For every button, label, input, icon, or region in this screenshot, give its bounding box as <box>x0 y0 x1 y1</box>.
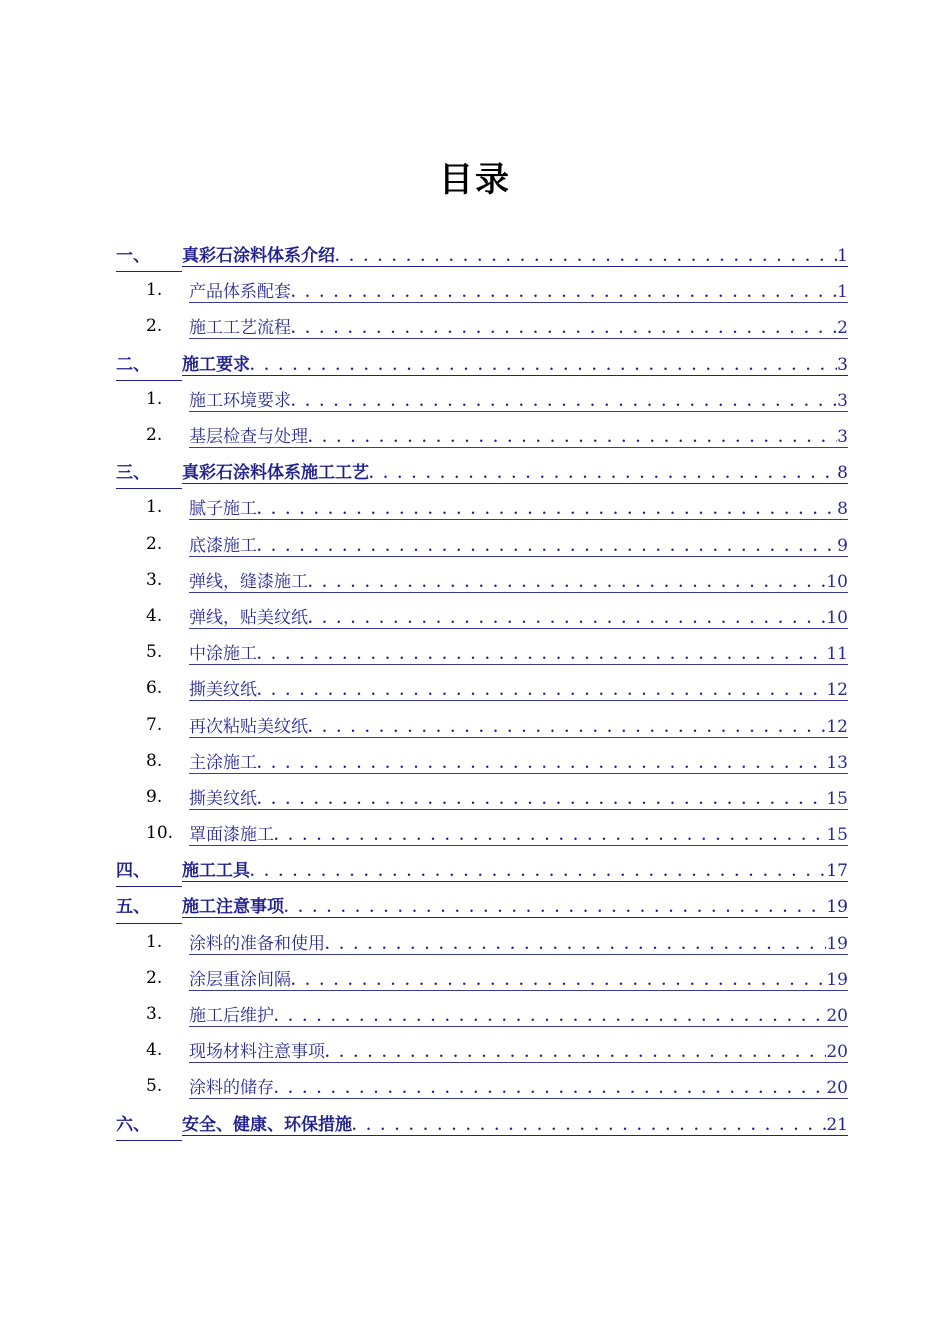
toc-entry-link[interactable] <box>189 1037 848 1063</box>
toc-dot-leader <box>274 829 826 844</box>
toc-entry-number: 5. <box>146 642 163 663</box>
toc-entry[interactable] <box>116 1068 848 1104</box>
toc-entry-number: 五、 <box>116 887 182 923</box>
toc-entry-number: 4. <box>146 1040 163 1061</box>
toc-entry-number: 1. <box>146 931 163 952</box>
toc-entry[interactable] <box>116 706 848 742</box>
toc-entry-link[interactable] <box>189 494 848 520</box>
toc-entry-number: 一、 <box>116 236 182 272</box>
toc-entry-link[interactable] <box>189 820 848 846</box>
toc-entry-link[interactable] <box>189 712 848 738</box>
toc-entry-page-number: 13 <box>826 752 848 773</box>
toc-entry-page-number: 20 <box>826 1006 848 1027</box>
toc-entry[interactable] <box>116 996 848 1032</box>
toc-entry-link[interactable] <box>189 277 848 303</box>
toc-entry-title: 产品体系配套 <box>189 282 291 303</box>
toc-entry-page-number: 1 <box>837 282 848 303</box>
toc-dot-leader <box>257 793 826 808</box>
toc-entry-number: 9. <box>146 786 163 807</box>
toc-dot-leader <box>308 612 826 627</box>
toc-entry-link[interactable] <box>189 386 848 412</box>
toc-entry-link[interactable] <box>189 1001 848 1027</box>
toc-entry-number: 1. <box>146 280 163 301</box>
toc-entry-page-number: 11 <box>826 644 848 665</box>
toc-entry-number: 2. <box>146 425 163 446</box>
toc-entry-page-number: 1 <box>837 246 848 267</box>
toc-entry-page-number: 10 <box>826 571 848 592</box>
toc-entry[interactable] <box>116 417 848 453</box>
toc-dot-leader <box>308 576 826 591</box>
toc-entry[interactable] <box>116 562 848 598</box>
toc-dot-leader <box>257 648 826 663</box>
toc-entry-page-number: 21 <box>826 1114 848 1135</box>
toc-entry-link[interactable] <box>189 675 848 701</box>
toc-entry-page-number: 8 <box>837 499 848 520</box>
toc-entry-title: 底漆施工 <box>189 535 257 556</box>
toc-entry[interactable] <box>116 308 848 344</box>
toc-entry-page-number: 2 <box>837 318 848 339</box>
toc-entry-link[interactable] <box>189 748 848 774</box>
toc-entry-page-number: 3 <box>837 390 848 411</box>
toc-entry-link[interactable] <box>182 856 848 882</box>
toc-entry-title: 安全、健康、环保措施 <box>182 1114 352 1135</box>
toc-entry-link[interactable] <box>189 1073 848 1099</box>
toc-entry-number: 4. <box>146 605 163 626</box>
toc-entry-page-number: 9 <box>837 535 848 556</box>
toc-entry-title: 再次粘贴美纹纸 <box>189 716 308 737</box>
toc-entry-title: 施工工艺流程 <box>189 318 291 339</box>
toc-entry-title: 腻子施工 <box>189 499 257 520</box>
toc-entry-page-number: 19 <box>826 897 848 918</box>
toc-entry-link[interactable] <box>189 639 848 665</box>
toc-entry-number: 2. <box>146 967 163 988</box>
toc-dot-leader <box>274 1082 826 1097</box>
toc-entry-number: 二、 <box>116 345 182 381</box>
toc-entry[interactable] <box>116 851 848 887</box>
toc-entry-title: 弹线，贴美纹纸 <box>189 607 308 628</box>
toc-entry[interactable] <box>116 272 848 308</box>
toc-entry-link[interactable] <box>182 1110 848 1136</box>
toc-entry-number: 六、 <box>116 1105 182 1141</box>
toc-dot-leader <box>257 503 837 518</box>
toc-entry-number: 5. <box>146 1076 163 1097</box>
toc-entry-number: 三、 <box>116 453 182 489</box>
toc-dot-leader <box>291 322 837 337</box>
toc-dot-leader <box>291 286 837 301</box>
toc-entry-link[interactable] <box>189 313 848 339</box>
toc-entry-title: 施工注意事项 <box>182 897 284 918</box>
toc-entry[interactable] <box>116 960 848 996</box>
toc-entry-link[interactable] <box>189 567 848 593</box>
toc-entry-page-number: 8 <box>837 463 848 484</box>
toc-entry-link[interactable] <box>189 784 848 810</box>
toc-entry[interactable] <box>116 345 848 381</box>
toc-entry-number: 3. <box>146 1004 163 1025</box>
toc-entry-title: 罩面漆施工 <box>189 825 274 846</box>
toc-entry-title: 基层检查与处理 <box>189 427 308 448</box>
toc-entry-link[interactable] <box>189 531 848 557</box>
toc-entry[interactable] <box>116 743 848 779</box>
toc-entry-title: 撕美纹纸 <box>189 680 257 701</box>
toc-entry-number: 7. <box>146 714 163 735</box>
toc-entry-link[interactable] <box>182 241 848 267</box>
toc-entry[interactable] <box>116 815 848 851</box>
toc-entry[interactable] <box>116 236 848 272</box>
toc-entry-page-number: 12 <box>826 716 848 737</box>
toc-entry-link[interactable] <box>189 422 848 448</box>
toc-entry-title: 涂料的储存 <box>189 1078 274 1099</box>
toc-dot-leader <box>257 757 826 772</box>
toc-entry-title: 弹线，缝漆施工 <box>189 571 308 592</box>
toc-dot-leader <box>369 467 837 482</box>
table-of-contents <box>116 236 848 1141</box>
toc-dot-leader <box>325 1046 826 1061</box>
toc-entry-title: 施工工具 <box>182 861 250 882</box>
toc-dot-leader <box>291 395 837 410</box>
toc-entry-title: 真彩石涂料体系介绍 <box>182 246 335 267</box>
toc-entry-title: 涂料的准备和使用 <box>189 933 325 954</box>
toc-entry-title: 撕美纹纸 <box>189 788 257 809</box>
page-title: 目录 <box>439 160 511 200</box>
toc-entry[interactable] <box>116 489 848 525</box>
toc-entry-page-number: 3 <box>837 354 848 375</box>
toc-entry-page-number: 15 <box>826 788 848 809</box>
toc-dot-leader <box>250 865 826 880</box>
toc-entry-title: 真彩石涂料体系施工工艺 <box>182 463 369 484</box>
toc-dot-leader <box>308 721 826 736</box>
toc-entry-title: 施工环境要求 <box>189 390 291 411</box>
toc-entry-link[interactable] <box>189 603 848 629</box>
toc-dot-leader <box>274 1010 826 1025</box>
toc-entry[interactable] <box>116 526 848 562</box>
toc-entry-number: 四、 <box>116 851 182 887</box>
toc-entry-page-number: 12 <box>826 680 848 701</box>
toc-entry[interactable] <box>116 924 848 960</box>
toc-dot-leader <box>257 540 837 555</box>
toc-entry-number: 6. <box>146 678 163 699</box>
toc-entry-link[interactable] <box>189 965 848 991</box>
toc-entry-page-number: 19 <box>826 969 848 990</box>
toc-entry-number: 8. <box>146 750 163 771</box>
toc-entry-page-number: 20 <box>826 1042 848 1063</box>
toc-entry-link[interactable] <box>189 929 848 955</box>
toc-entry[interactable] <box>116 1032 848 1068</box>
toc-dot-leader <box>250 359 837 374</box>
toc-entry-link[interactable] <box>182 458 848 484</box>
toc-entry-number: 1. <box>146 497 163 518</box>
toc-entry-number: 2. <box>146 533 163 554</box>
toc-dot-leader <box>352 1119 826 1134</box>
toc-entry[interactable] <box>116 670 848 706</box>
toc-entry[interactable] <box>116 634 848 670</box>
toc-entry[interactable] <box>116 453 848 489</box>
toc-entry-link[interactable] <box>182 892 848 918</box>
toc-entry[interactable] <box>116 779 848 815</box>
toc-entry-number: 1. <box>146 388 163 409</box>
toc-dot-leader <box>257 684 826 699</box>
toc-entry[interactable] <box>116 887 848 923</box>
toc-entry[interactable] <box>116 598 848 634</box>
toc-dot-leader <box>308 431 837 446</box>
toc-entry-title: 中涂施工 <box>189 644 257 665</box>
toc-entry-title: 涂层重涂间隔 <box>189 969 291 990</box>
toc-entry-page-number: 10 <box>826 607 848 628</box>
toc-entry-page-number: 15 <box>826 825 848 846</box>
toc-entry-title: 主涂施工 <box>189 752 257 773</box>
toc-entry-title: 施工后维护 <box>189 1006 274 1027</box>
toc-entry-title: 现场材料注意事项 <box>189 1042 325 1063</box>
toc-entry-page-number: 3 <box>837 427 848 448</box>
toc-entry-number: 3. <box>146 569 163 590</box>
toc-dot-leader <box>325 938 826 953</box>
toc-entry-page-number: 17 <box>826 861 848 882</box>
toc-entry-link[interactable] <box>182 350 848 376</box>
toc-dot-leader <box>335 250 837 265</box>
toc-entry-title: 施工要求 <box>182 354 250 375</box>
toc-dot-leader <box>291 974 826 989</box>
toc-dot-leader <box>284 901 826 916</box>
toc-entry-number: 10. <box>146 823 174 844</box>
toc-entry[interactable] <box>116 1105 848 1141</box>
toc-entry[interactable] <box>116 381 848 417</box>
toc-entry-number: 2. <box>146 316 163 337</box>
toc-entry-page-number: 19 <box>826 933 848 954</box>
toc-entry-page-number: 20 <box>826 1078 848 1099</box>
